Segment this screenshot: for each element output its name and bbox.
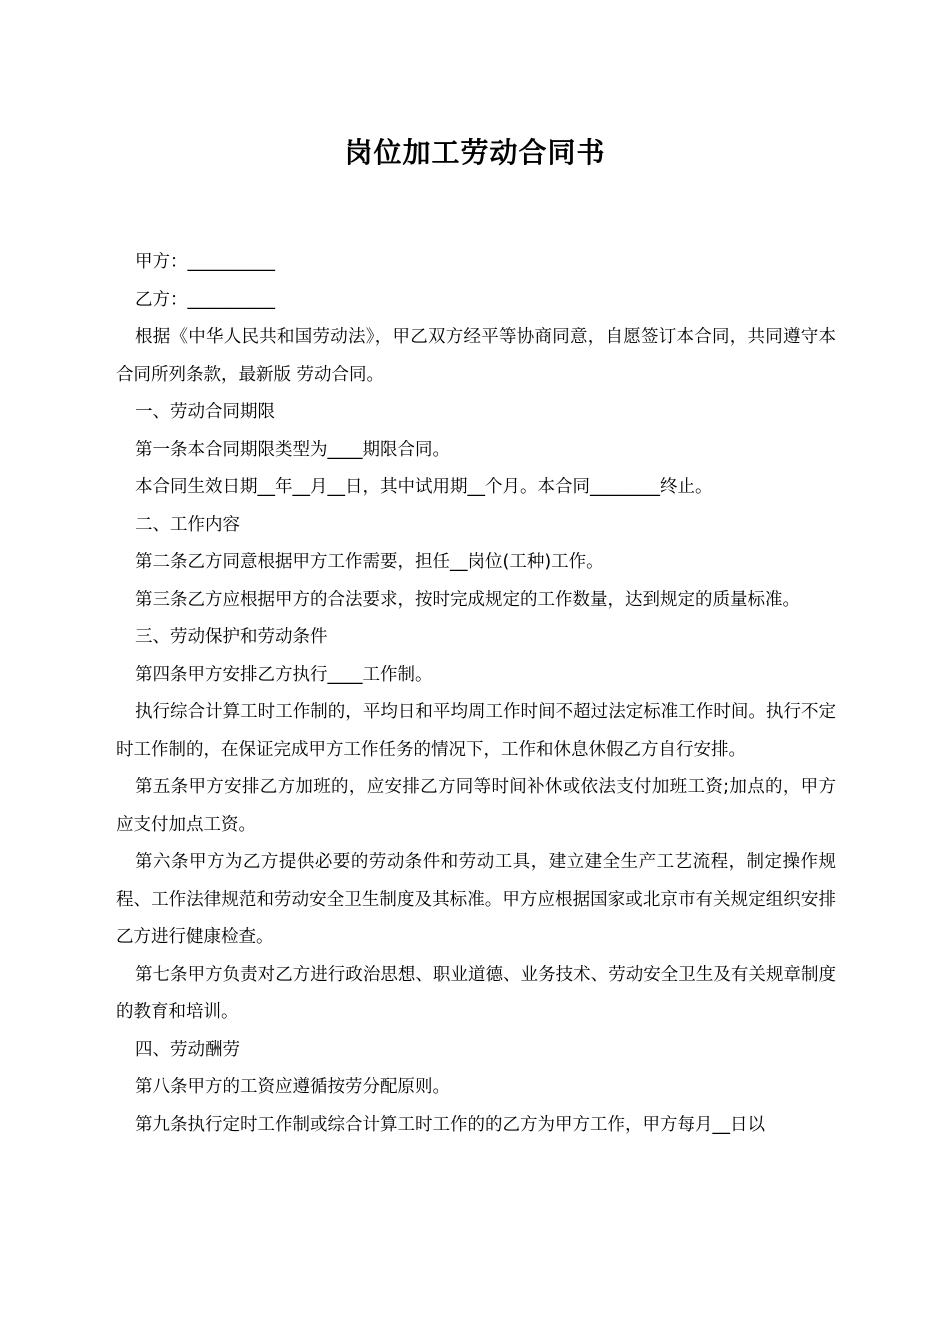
- article-6: 第六条甲方为乙方提供必要的劳动条件和劳动工具，建立建全生产工艺流程，制定操作规程、工作法律规范和劳动安全卫生制度及其标准。甲方应根据国家或北京市有关规定组织安排乙方进行健康检查。: [116, 852, 836, 947]
- article-2: 第二条乙方同意根据甲方工作需要，担任__岗位(工种)工作。: [135, 552, 604, 572]
- article-3: 第三条乙方应根据甲方的合法要求，按时完成规定的工作数量，达到规定的质量标准。: [135, 589, 800, 610]
- document-body: [116, 244, 836, 1144]
- section-heading-labor-protection: 三、劳动保护和劳动条件: [135, 627, 328, 647]
- effective-date-paragraph: 本合同生效日期__年__月__日，其中试用期__个月。本合同________终止。: [135, 477, 713, 497]
- working-hours-paragraph: 执行综合计算工时工作制的，平均日和平均周工作时间不超过法定标准工作时间。执行不定时工作制的，在保证完成甲方工作任务的情况下，工作和休息休假乙方自行安排。: [116, 702, 836, 760]
- section-heading-term: 一、劳动合同期限: [135, 402, 275, 422]
- party-a-line: 甲方：__________: [135, 252, 275, 272]
- article-7: 第七条甲方负责对乙方进行政治思想、职业道德、业务技术、劳动安全卫生及有关规章制度的教育和培训。: [116, 964, 836, 1022]
- party-b-line: 乙方：__________: [135, 289, 275, 310]
- article-5: 第五条甲方安排乙方加班的，应安排乙方同等时间补休或依法支付加班工资;加点的，甲方应支付加点工资。: [116, 777, 836, 835]
- article-4: 第四条甲方安排乙方执行____工作制。: [135, 664, 433, 685]
- article-8: 第八条甲方的工资应遵循按劳分配原则。: [135, 1077, 450, 1097]
- preamble-paragraph: 根据《中华人民共和国劳动法》，甲乙双方经平等协商同意，自愿签订本合同，共同遵守本合同所列条款，最新版 劳动合同。: [116, 327, 836, 385]
- section-heading-work-content: 二、工作内容: [135, 514, 240, 535]
- document-title: 岗位加工劳动合同书: [344, 136, 606, 169]
- section-heading-remuneration: 四、劳动酬劳: [135, 1039, 240, 1060]
- article-1: 第一条本合同期限类型为____期限合同。: [135, 439, 450, 460]
- article-9: 第九条执行定时工作制或综合计算工时工作的的乙方为甲方工作，甲方每月__日以: [135, 1114, 765, 1135]
